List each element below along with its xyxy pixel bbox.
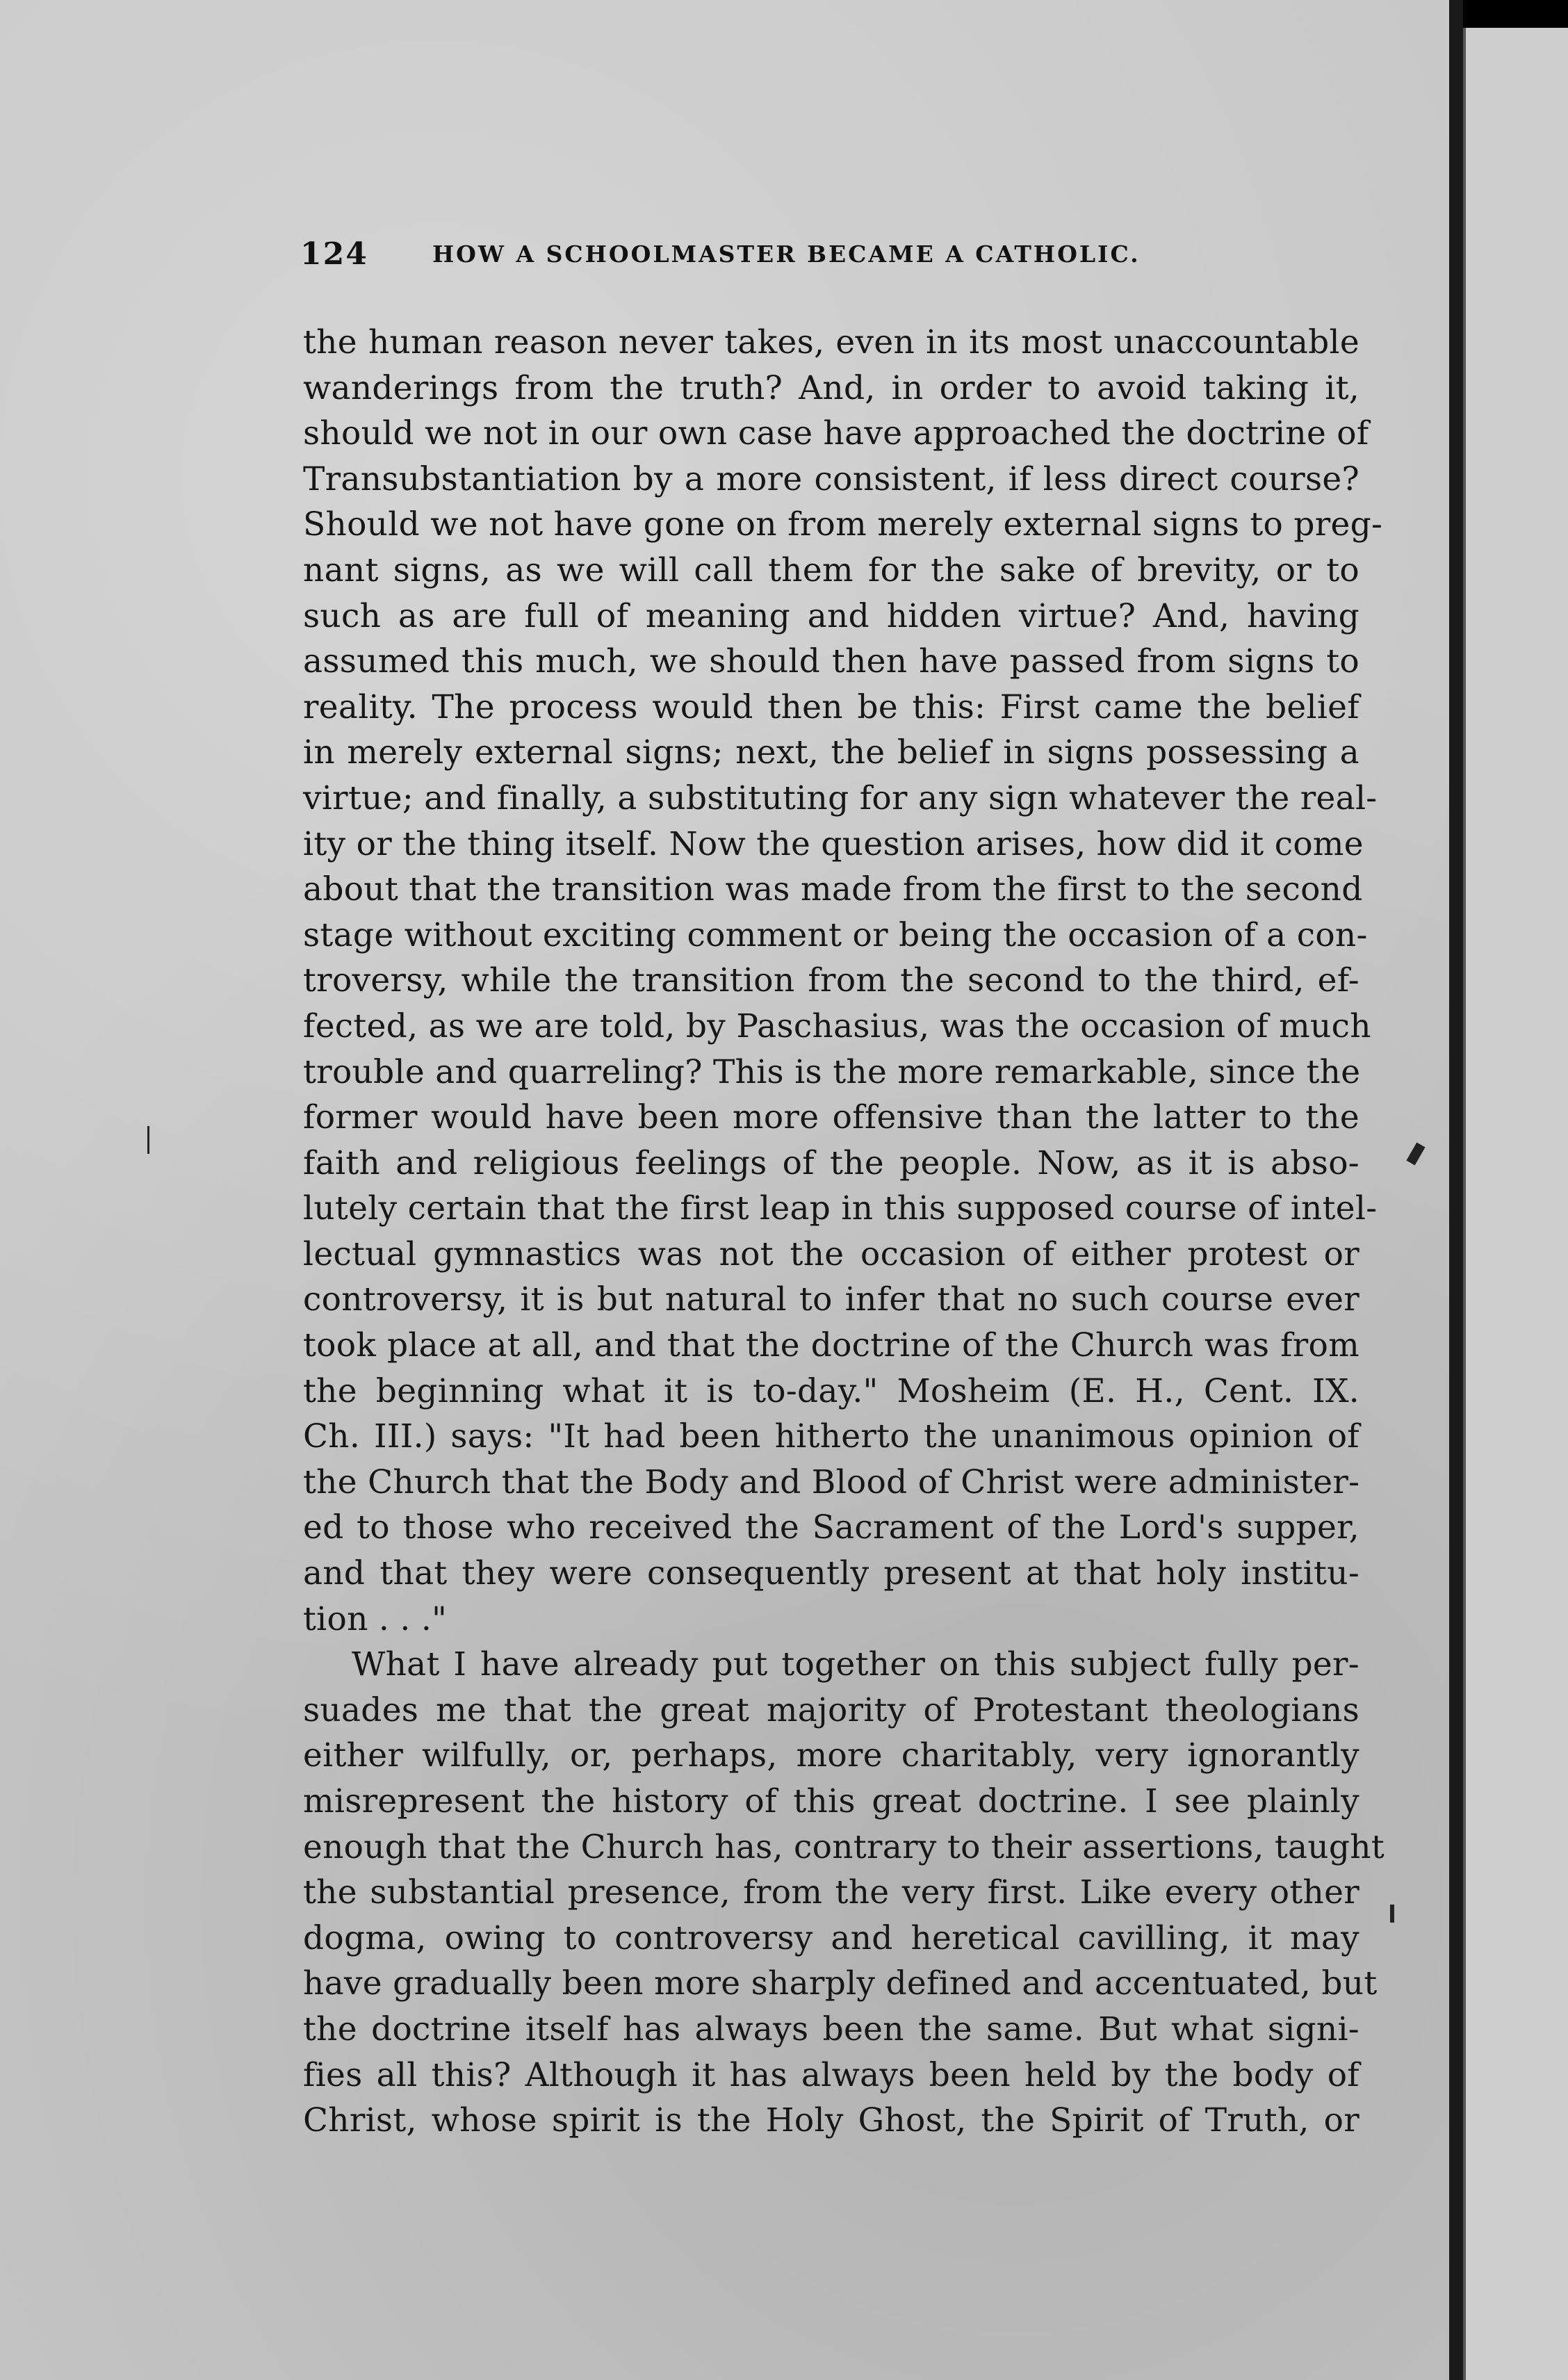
text-line: Transubstantiation by a more consistent, if less direct course? <box>303 459 1359 498</box>
text-line: ed to those who received the Sacrament of the Lord's supper, <box>303 1508 1359 1547</box>
text-line: former would have been more offensive than the latter to the <box>303 1098 1359 1137</box>
page-number: 124 <box>300 236 368 272</box>
text-line: misrepresent the history of this great doctrine. I see plainly <box>303 1782 1359 1820</box>
text-line: should we not in our own case have approached the doctrine of <box>303 414 1369 453</box>
text-line: trouble and quarreling? This is the more remarkable, since the <box>303 1052 1361 1091</box>
text-line: stage without exciting comment or being the occasion of a con- <box>303 915 1368 954</box>
text-line: tion . . ." <box>303 1599 448 1638</box>
body-text <box>303 320 1385 2144</box>
text-line: controversy, it is but natural to infer that no such course ever <box>303 1280 1359 1319</box>
text-line: What I have already put together on this subject fully per- <box>352 1645 1359 1684</box>
running-title: HOW A SCHOOLMASTER BECAME A CATHOLIC. <box>432 241 1141 268</box>
text-line: the human reason never takes, even in its most unaccountable <box>303 323 1359 361</box>
text-line: lutely certain that the first leap in this supposed course of intel- <box>303 1189 1378 1228</box>
text-line: suades me that the great majority of Protestant theologians <box>303 1690 1359 1729</box>
text-line: reality. The process would then be this: First came the belief <box>303 687 1359 726</box>
text-line: have gradually been more sharply defined and accentuated, but <box>303 1964 1378 2003</box>
text-line: assumed this much, we should then have passed from signs to <box>303 642 1359 681</box>
text-line: took place at all, and that the doctrine of the Church was from <box>303 1326 1359 1365</box>
text-line: wanderings from the truth? And, in order to avoid taking it, <box>303 368 1359 407</box>
text-line: ity or the thing itself. Now the question arises, how did it come <box>303 824 1364 863</box>
text-line: Christ, whose spirit is the Holy Ghost, the Spirit of Truth, or <box>303 2101 1359 2140</box>
text-line: and that they were consequently present at that holy institu- <box>303 1554 1359 1593</box>
text-line: the substantial presence, from the very first. Like every other <box>303 1873 1359 1912</box>
text-line: dogma, owing to controversy and heretical cavilling, it may <box>303 1918 1359 1957</box>
text-line: troversy, while the transition from the second to the third, ef- <box>303 961 1359 1000</box>
text-line: in merely external signs; next, the belief in signs possessing a <box>303 733 1359 772</box>
text-line: Ch. III.) says: "It had been hitherto the unanimous opinion of <box>303 1417 1359 1456</box>
text-line: virtue; and finally, a substituting for any sign whatever the real- <box>303 779 1378 817</box>
adjacent-page-edge <box>1463 28 1568 2380</box>
page-edge <box>1449 0 1463 2380</box>
text-line: enough that the Church has, contrary to their assertions, taught <box>303 1827 1385 1866</box>
text-line: fies all this? Although it has always been held by the body of <box>303 2055 1359 2094</box>
text-line: either wilfully, or, perhaps, more charitably, very ignorantly <box>303 1736 1359 1775</box>
text-line: about that the transition was made from the first to the second <box>303 870 1363 909</box>
text-line: such as are full of meaning and hidden virtue? And, having <box>303 596 1359 635</box>
text-line: faith and religious feelings of the people. Now, as it is abso- <box>303 1143 1359 1182</box>
page-header <box>300 236 1385 278</box>
text-line: the Church that the Body and Blood of Christ were administer- <box>303 1462 1360 1501</box>
scan-mark <box>147 1126 149 1154</box>
text-line: the beginning what it is to-day." Mosheim (E. H., Cent. IX. <box>303 1371 1359 1410</box>
scan-mark <box>1406 1143 1425 1166</box>
text-line: nant signs, as we will call them for the sake of brevity, or to <box>303 551 1359 589</box>
scan-mark <box>1390 1905 1394 1923</box>
text-line: Should we not have gone on from merely external signs to preg- <box>303 505 1383 544</box>
text-line: the doctrine itself has always been the same. But what signi- <box>303 2010 1359 2048</box>
text-line: lectual gymnastics was not the occasion of either protest or <box>303 1234 1359 1273</box>
text-line: fected, as we are told, by Paschasius, was the occasion of much <box>303 1006 1371 1045</box>
